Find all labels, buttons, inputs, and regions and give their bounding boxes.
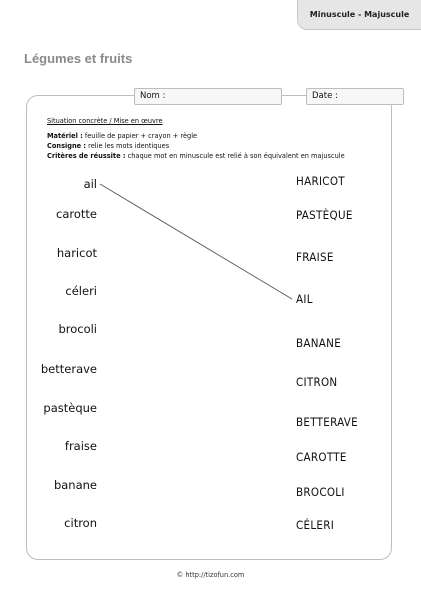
page-title: Légumes et fruits [24, 51, 133, 66]
header-tab: Minuscule - Majuscule [297, 0, 421, 30]
footer [0, 571, 421, 579]
copyright-icon: © [176, 571, 184, 579]
lowercase-word[interactable]: banane [53, 478, 97, 492]
name-field[interactable]: Nom : [134, 88, 282, 105]
consigne-label: Consigne : [47, 142, 87, 150]
lowercase-word[interactable]: brocoli [58, 322, 97, 336]
uppercase-word[interactable]: BETTERAVE [296, 415, 358, 429]
lowercase-word[interactable]: betterave [40, 362, 97, 376]
lowercase-word[interactable]: ail [83, 177, 97, 191]
lowercase-word[interactable]: citron [64, 516, 97, 530]
date-field[interactable]: Date : [306, 88, 404, 105]
uppercase-word[interactable]: CITRON [296, 375, 338, 389]
criteres-text: chaque mot en minuscule est relié à son équivalent en majuscule [125, 152, 345, 160]
materiel-text: feuille de papier + crayon + règle [82, 132, 198, 140]
uppercase-word[interactable]: HARICOT [296, 174, 345, 188]
example-link-line [100, 184, 292, 299]
uppercase-word[interactable]: CAROTTE [296, 450, 347, 464]
uppercase-word[interactable]: CÉLERI [296, 518, 335, 532]
lowercase-word[interactable]: carotte [56, 207, 97, 221]
criteres-label: Critères de réussite : [47, 152, 126, 160]
situation-text: Situation concrète / Mise en œuvre [47, 117, 163, 125]
lowercase-word[interactable]: haricot [56, 246, 97, 260]
uppercase-word[interactable]: BROCOLI [296, 485, 345, 499]
footer-url[interactable]: http://tizofun.com [185, 571, 245, 579]
uppercase-word[interactable]: AIL [296, 292, 313, 306]
materiel-label: Matériel : [47, 132, 83, 140]
uppercase-word[interactable]: FRAISE [296, 250, 334, 264]
lowercase-word[interactable]: fraise [64, 439, 97, 453]
uppercase-word[interactable]: PASTÈQUE [296, 208, 353, 222]
lowercase-word[interactable]: céleri [65, 284, 97, 298]
consigne-text: relie les mots identiques [86, 142, 170, 150]
lowercase-word[interactable]: pastèque [43, 401, 97, 415]
uppercase-word[interactable]: BANANE [296, 336, 342, 350]
